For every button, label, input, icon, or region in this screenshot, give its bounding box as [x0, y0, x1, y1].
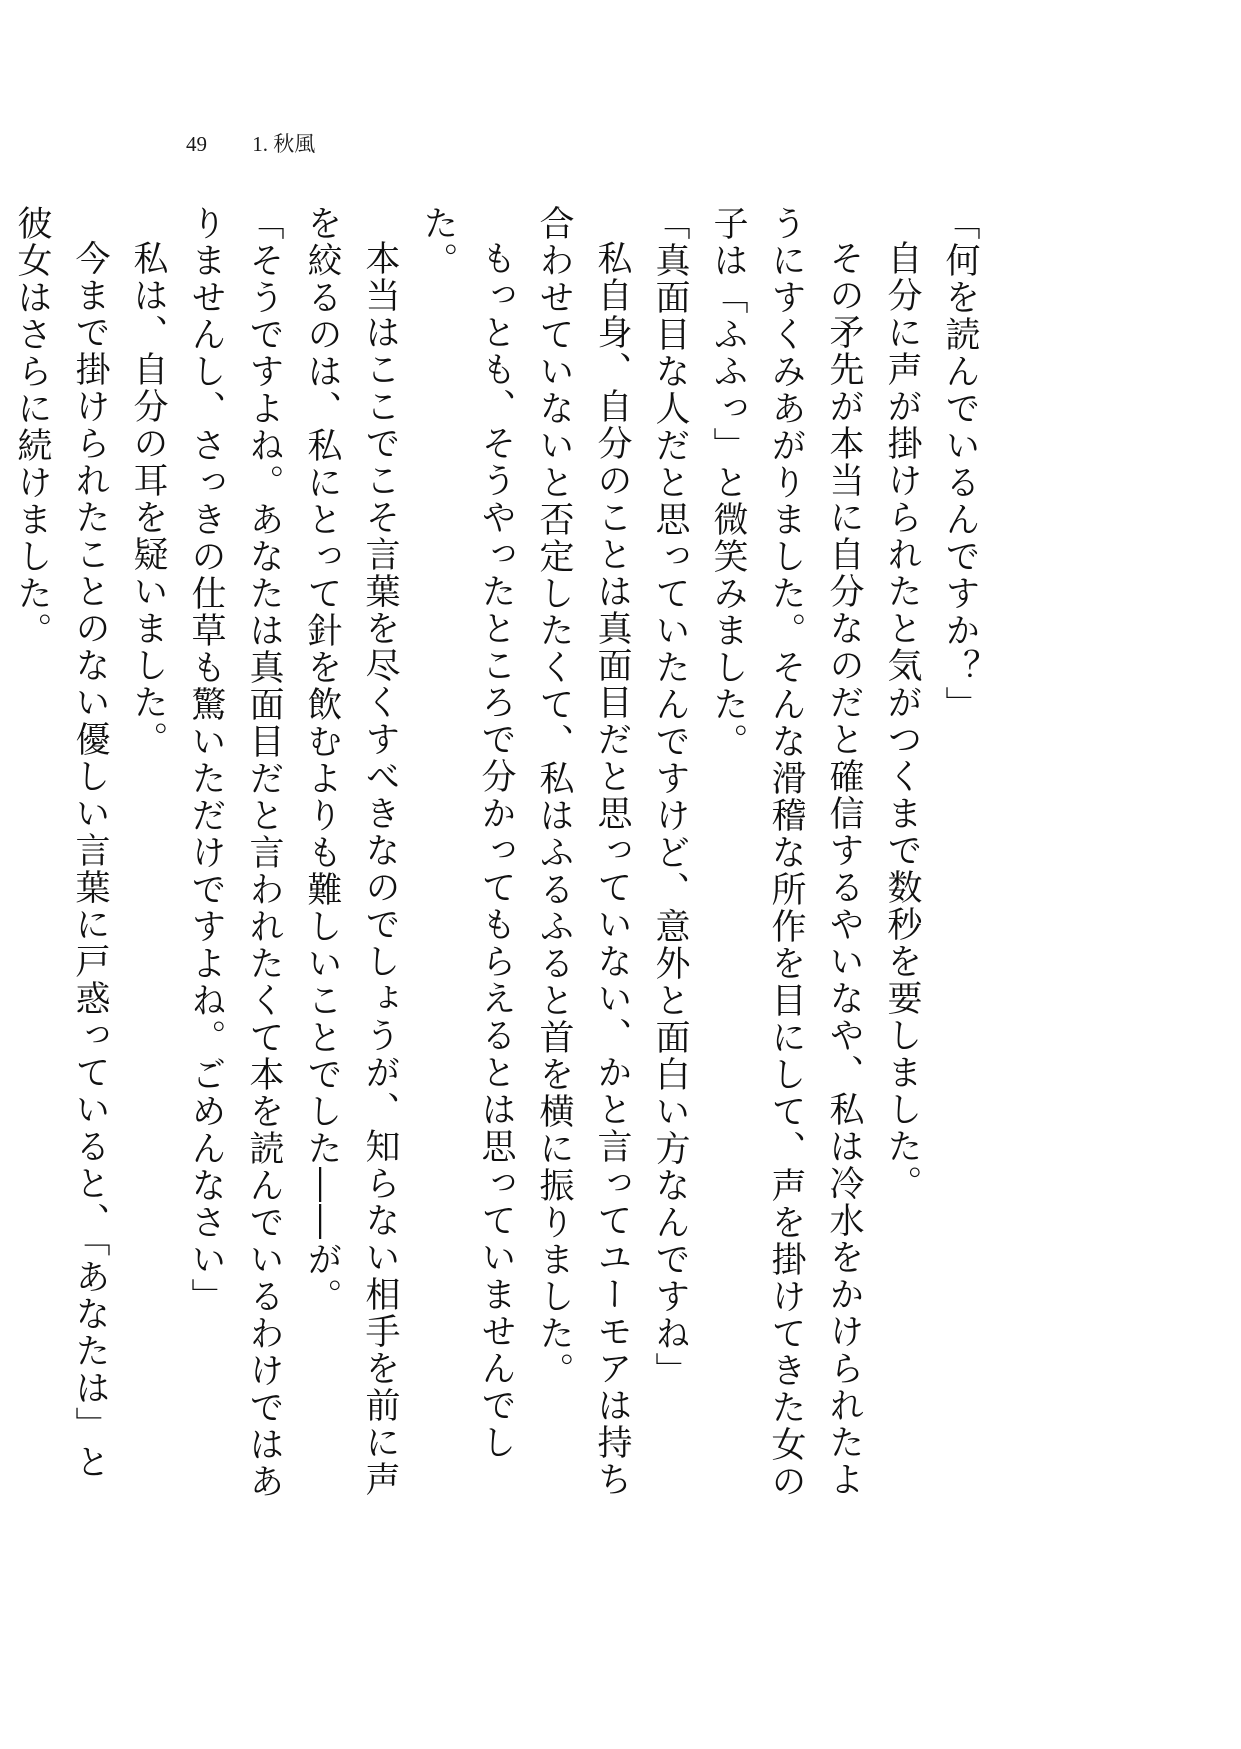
body-text — [0, 205, 989, 1505]
paragraph-dialogue: 「そうですよね。あなたは真面目だと言われたくて本を読んでいるわけではありませんし、さっきの仕草も驚いただけですよね。ごめんなさい」 — [186, 205, 284, 1500]
running-header — [186, 128, 315, 158]
paragraph-dialogue: 「何を読んでいるんですか？」 — [940, 205, 980, 723]
paragraph: 自分に声が掛けられたと気がつくまで数秒を要しました。 — [882, 240, 922, 1202]
paragraph: 私は、自分の耳を疑いました。 — [128, 240, 168, 758]
paragraph-dialogue — [0, 205, 3, 1505]
paragraph: 本当はここでこそ言葉を尽くすべきなのでしょうが、知らない相手を前に声を絞るのは、私にとって針を飲むよりも難しいことでした――が。 — [302, 205, 400, 1498]
chapter-title: 1. 秋風 — [252, 132, 316, 156]
paragraph-dialogue: 「真面目な人だと思っていたんですけど、意外と面白い方なんですね」 — [650, 205, 690, 1389]
paragraph: もっとも、そうやったところで分かってもらえるとは思っていませんでした。 — [418, 205, 516, 1461]
paragraph: その矛先が本当に自分なのだと確信するやいなや、私は冷水をかけられたようにすくみあがりました。そんな滑稽な所作を目にして、声を掛けてきた女の子は「ふふっ」と微笑みました。 — [708, 205, 864, 1500]
paragraph: 私自身、自分のことは真面目だと思っていない、かと言ってユーモアは持ち合わせていないと否定したくて、私はふるふると首を横に振りました。 — [534, 205, 632, 1498]
paragraph: 今まで掛けられたことのない優しい言葉に戸惑っていると、「あなたは」と彼女はさらに続けました。 — [12, 205, 110, 1481]
page-number: 49 — [186, 132, 207, 156]
